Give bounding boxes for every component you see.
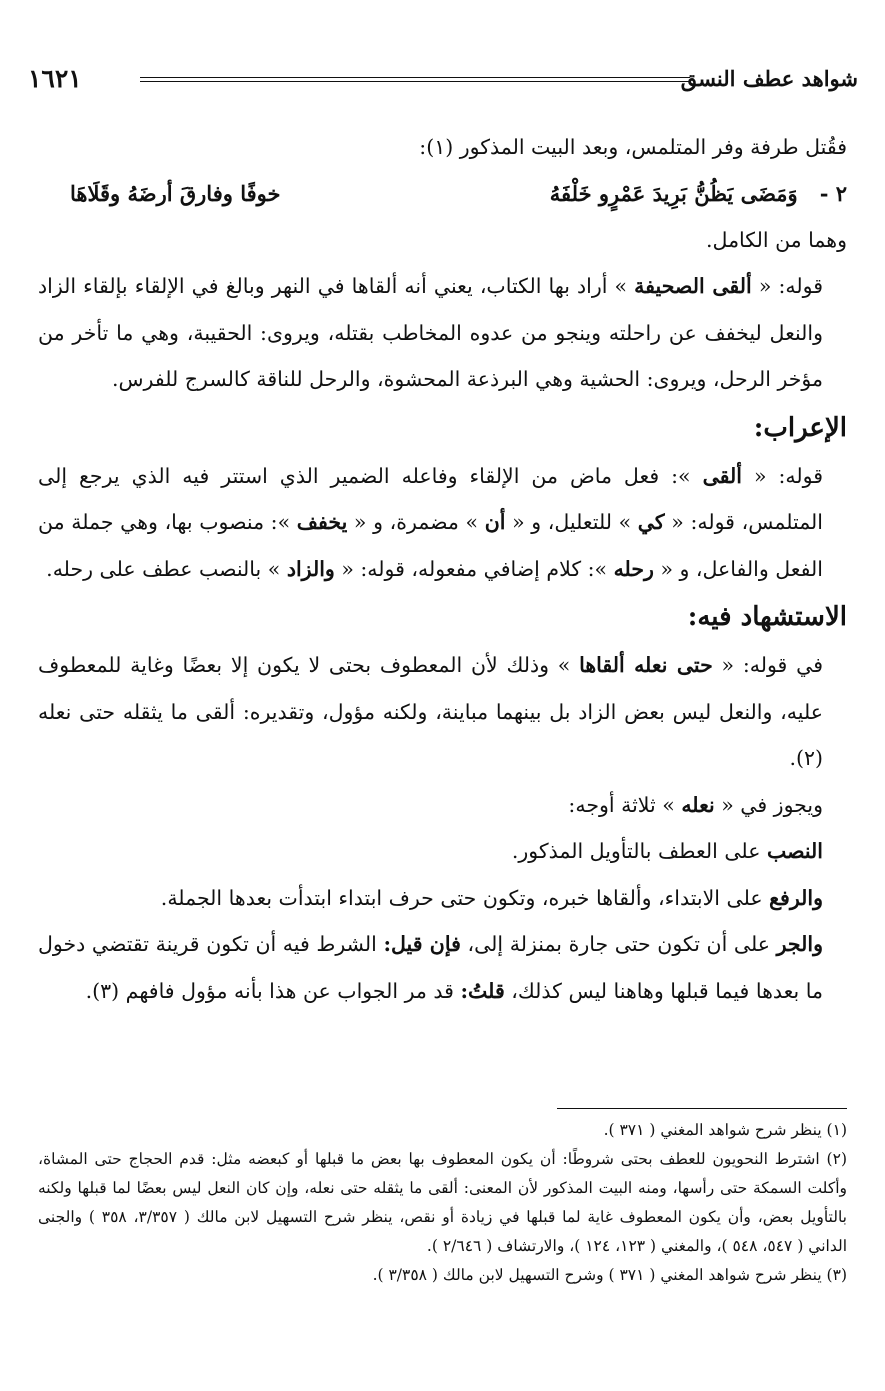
text-span: »: منصوب بها، وهي جملة من الفعل والفاعل، و «	[38, 510, 823, 581]
header-rule	[140, 77, 690, 82]
bold-term: يخفف	[296, 510, 348, 534]
running-header	[28, 66, 858, 96]
bold-term: والجر	[776, 932, 823, 956]
paragraph-meter: وهما من الكامل.	[706, 227, 847, 252]
bold-term: حتى نعله ألقاها	[579, 653, 713, 677]
paragraph-intro: فقُتل طرفة وفر المتلمس، وبعد البيت المذكور (١):	[419, 135, 847, 159]
verse-first-hemistich: وَمَضَى يَظُنُّ بَرِيدَ عَمْرٍو خَلْفَهُ	[549, 180, 798, 206]
paragraph-three-aspects	[38, 782, 847, 829]
footnotes	[38, 1116, 847, 1290]
text-span: على العطف بالتأويل المذكور.	[511, 839, 767, 863]
footnote-1: (١) ينظر شرح شواهد المغني ( ٣٧١ ).	[603, 1121, 847, 1139]
heading-irab: الإعراب:	[753, 412, 847, 443]
bold-term: والرفع	[769, 885, 823, 910]
text-span: في قوله: «	[712, 653, 823, 677]
bold-term: رحله	[613, 556, 654, 581]
poetry-verse	[38, 171, 847, 217]
paragraph-jarr	[38, 921, 847, 1014]
footnote-2: (٢) اشترط النحويون للعطف بحتى شروطًا: أن يكون المعطوف بها بعض ما قبلها أو كبعضه مثل: قدم الحجاج حتى المشاة، وأكلت السمكة حتى رأسها، ومنه البيت المذكور لأن المعنى: ألقى ما يثقله حتى نعله، وإن كان النعل ليس بعضًا لما قبلها ولكنه بالتأويل بعض، وأن يكون المعطوف غاية لما قبلها في زيادة أو نقص، ينظر شرح التسهيل لابن مالك ( ٣/٣٥٧، ٣٥٨ ) والجنى الداني ( ٥٤٧، ٥٤٨ )، والمغني ( ١٢٣، ١٢٤ )، والارتشاف ( ٢/٦٤٦ ).	[38, 1150, 847, 1255]
paragraph-explanation	[38, 263, 847, 403]
page-number: ١٦٢١	[28, 64, 82, 93]
footnote-separator	[557, 1108, 847, 1109]
bold-term: ألقى الصحيفة	[634, 274, 752, 298]
bold-term: والزاد	[286, 556, 335, 581]
paragraph-istishhad	[38, 642, 847, 782]
text-span: »: فعل ماض من الإلقاء وفاعله الضمير الذي استتر فيه الذي يرجع إلى المتلمس، قوله: «	[38, 463, 823, 534]
text-span: »: كلام إضافي مفعوله، قوله: «	[334, 556, 614, 581]
text-span: قوله: «	[751, 274, 823, 298]
bold-term: ألقى	[702, 463, 742, 488]
verse-second-hemistich: خوفًا وفارقَ أرضَهُ وقَلَاهَا	[70, 180, 281, 206]
text-span: » أراد بها الكتاب، يعني أنه ألقاها في النهر وبالغ في الإلقاء بإلقاء الزاد والنعل ليخفف عن راحلته وينجو من عدوه المخاطب بقتله، ويروى: الحقيبة، وهي ما تأخر من مؤخر الرحل، ويروى: الحشية وهي البرذعة المحشوة، والرحل للناقة كالسرج للفرس.	[38, 274, 823, 391]
bold-term: نعله	[681, 792, 715, 817]
text-span: قد مر الجواب عن هذا بأنه مؤول فافهم (٣).	[85, 978, 461, 1003]
main-text	[38, 124, 847, 1014]
bold-term: كي	[637, 510, 665, 534]
paragraph-raf	[38, 875, 847, 922]
text-span: » مضمرة، و «	[347, 510, 485, 534]
text-span: » للتعليل، و «	[505, 510, 638, 534]
text-span: » بالنصب عطف على رحله.	[46, 556, 287, 581]
text-span: الشرط فيه أن تكون قرينة تقتضي دخول ما بعدها فيما قبلها وهاهنا ليس كذلك،	[38, 932, 823, 1003]
bold-term: قلتُ:	[460, 978, 505, 1003]
text-span: » وذلك لأن المعطوف بحتى لا يكون إلا بعضًا وغاية للمعطوف عليه، والنعل ليس بعض الزاد بل بينهما مباينة، ولكنه مؤول، وتقديره: ألقى ما يثقله حتى نعله (٢).	[38, 653, 823, 770]
header-title: شواهد عطف النسق	[680, 66, 858, 91]
paragraph-irab	[38, 453, 847, 593]
text-span: على أن تكون حتى جارة بمنزلة إلى،	[460, 932, 777, 956]
heading-istishhad: الاستشهاد فيه:	[687, 602, 847, 632]
bold-term: فإن قيل:	[383, 932, 461, 956]
text-span: » ثلاثة أوجه:	[568, 792, 682, 817]
verse-number: ٢ -	[819, 180, 847, 206]
footnote-3: (٣) ينظر شرح شواهد المغني ( ٣٧١ ) وشرح التسهيل لابن مالك ( ٣/٣٥٨ ).	[372, 1266, 847, 1284]
text-span: ويجوز في «	[714, 792, 823, 817]
paragraph-nasb	[38, 828, 847, 875]
text-span: قوله: «	[741, 463, 824, 488]
bold-term: النصب	[766, 839, 823, 863]
bold-term: أن	[484, 510, 506, 534]
text-span: على الابتداء، وألقاها خبره، وتكون حتى حرف ابتداء ابتدأت بعدها الجملة.	[160, 885, 770, 910]
